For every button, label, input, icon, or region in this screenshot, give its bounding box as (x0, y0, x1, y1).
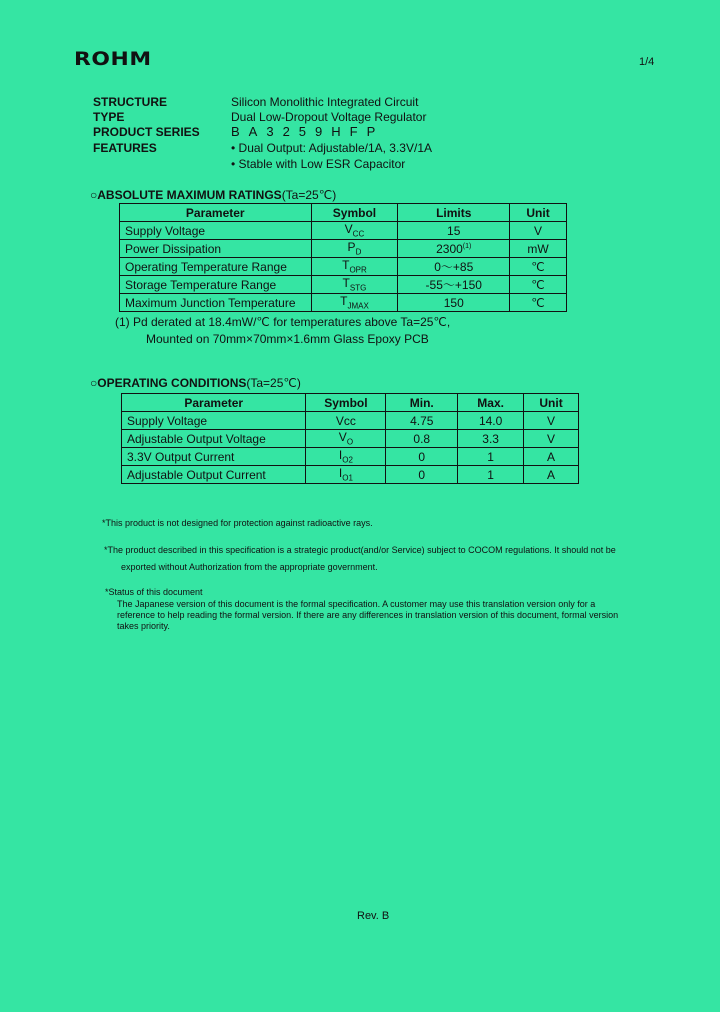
column-header: Max. (458, 394, 524, 412)
symbol-subscript: O2 (342, 455, 353, 465)
strategic-notice: *The product described in this specification is a strategic product(and/or Service) subject to COCOM regulations. It should not be (104, 545, 616, 555)
rohm-logo: ROHM (74, 48, 152, 70)
symbol-cell (306, 430, 386, 448)
parameter-cell: Power Dissipation (120, 240, 312, 258)
symbol-subscript: O (346, 437, 354, 447)
symbol-subscript: JMAX (347, 301, 369, 311)
table-row (122, 448, 579, 466)
symbol-cell (306, 412, 386, 430)
parameter-cell: Adjustable Output Voltage (122, 430, 306, 448)
symbol: V (338, 430, 347, 445)
symbol-cell (306, 448, 386, 466)
structure-value: Silicon Monolithic Integrated Circuit (231, 95, 419, 109)
feature-item: • Stable with Low ESR Capacitor (231, 157, 406, 171)
table-row (120, 258, 567, 276)
table-row (120, 222, 567, 240)
min-cell: 4.75 (386, 412, 458, 430)
symbol-cell (311, 240, 398, 258)
abs-max-note: (1) Pd derated at 18.4mW/℃ for temperatures above Ta=25℃, (115, 315, 451, 329)
strategic-notice-cont: exported without Authorization from the appropriate government. (121, 562, 378, 572)
limit-cell (398, 276, 510, 294)
symbol: I (338, 448, 343, 463)
status-text: takes priority. (117, 621, 170, 631)
op-cond-condition: (Ta=25℃) (246, 376, 301, 390)
unit-cell: mW (510, 240, 567, 258)
min-cell: 0.8 (386, 430, 458, 448)
table-row (122, 466, 579, 484)
symbol-cell (306, 466, 386, 484)
abs-max-condition: (Ta=25℃) (281, 188, 337, 202)
limit-cell (398, 222, 510, 240)
table-row (120, 276, 567, 294)
unit-cell: A (524, 448, 579, 466)
symbol: T (342, 276, 350, 291)
abs-max-title-text: ○ABSOLUTE MAXIMUM RATINGS (90, 188, 282, 202)
min-cell: 0 (386, 466, 458, 484)
parameter-cell: Adjustable Output Current (122, 466, 306, 484)
limit-value: 0～+85 (434, 260, 474, 274)
abs-max-note: Mounted on 70mm×70mm×1.6mm Glass Epoxy PCB (146, 332, 429, 346)
limit-value: -55～+150 (425, 278, 482, 292)
parameter-cell: Maximum Junction Temperature (120, 294, 312, 312)
unit-cell: V (510, 222, 567, 240)
table-row (120, 240, 567, 258)
series-label: PRODUCT SERIES (93, 125, 200, 139)
column-header: Symbol (311, 204, 398, 222)
symbol-cell (311, 222, 398, 240)
limit-value: 2300 (436, 241, 463, 256)
min-cell: 0 (386, 448, 458, 466)
table-row (120, 294, 567, 312)
symbol-cell (311, 258, 398, 276)
status-text: The Japanese version of this document is the formal specification. A customer may use this translation version only for a (117, 599, 596, 609)
max-cell: 1 (458, 466, 524, 484)
status-text: reference to help reading the formal version. If there are any differences in translation version of this document, formal version (117, 610, 619, 620)
unit-cell: ℃ (510, 258, 567, 276)
limit-value: 15 (447, 223, 461, 238)
revision: Rev. B (357, 910, 390, 922)
unit-cell: A (524, 466, 579, 484)
page-number: 1/4 (639, 56, 655, 68)
unit-cell: ℃ (510, 276, 567, 294)
symbol-cell (311, 294, 398, 312)
symbol-cell (311, 276, 398, 294)
unit-cell: ℃ (510, 294, 567, 312)
table-row (122, 430, 579, 448)
symbol: Vcc (335, 413, 356, 428)
max-cell: 3.3 (458, 430, 524, 448)
footnote-ref: (1) (462, 242, 472, 250)
limit-value: 150 (443, 295, 464, 310)
symbol: T (340, 294, 348, 309)
symbol-subscript: OPR (349, 265, 367, 275)
parameter-cell: Operating Temperature Range (120, 258, 312, 276)
op-cond-title (90, 376, 301, 390)
parameter-cell: Supply Voltage (122, 412, 306, 430)
table-header-row (122, 394, 579, 412)
unit-cell: V (524, 430, 579, 448)
unit-cell: V (524, 412, 579, 430)
op-cond-table (121, 393, 579, 484)
column-header: Min. (386, 394, 458, 412)
column-header: Symbol (306, 394, 386, 412)
op-cond-title-text: ○OPERATING CONDITIONS (90, 376, 247, 390)
symbol-subscript: D (355, 247, 362, 257)
parameter-cell: Supply Voltage (120, 222, 312, 240)
parameter-cell: Storage Temperature Range (120, 276, 312, 294)
column-header: Limits (398, 204, 510, 222)
limit-cell (398, 240, 510, 258)
status-title: *Status of this document (105, 587, 203, 597)
column-header: Unit (510, 204, 567, 222)
features-label: FEATURES (93, 141, 157, 155)
structure-label: STRUCTURE (93, 95, 167, 109)
limit-cell (398, 258, 510, 276)
table-header-row (120, 204, 567, 222)
symbol-subscript: CC (352, 229, 365, 239)
symbol: P (347, 240, 356, 255)
limit-cell (398, 294, 510, 312)
abs-max-title (90, 188, 336, 202)
parameter-cell: 3.3V Output Current (122, 448, 306, 466)
column-header: Parameter (122, 394, 306, 412)
series-value: BA3259HFP (231, 124, 385, 139)
max-cell: 14.0 (458, 412, 524, 430)
type-label: TYPE (93, 110, 125, 124)
symbol-subscript: STG (349, 283, 367, 293)
symbol: T (342, 258, 350, 273)
column-header: Parameter (120, 204, 312, 222)
column-header: Unit (524, 394, 579, 412)
table-row (122, 412, 579, 430)
symbol: V (344, 222, 353, 237)
abs-max-table (119, 203, 567, 312)
symbol-subscript: O1 (342, 473, 353, 483)
radiation-notice: *This product is not designed for protection against radioactive rays. (102, 518, 373, 528)
max-cell: 1 (458, 448, 524, 466)
type-value: Dual Low-Dropout Voltage Regulator (231, 110, 427, 124)
symbol: I (338, 466, 343, 481)
feature-item: • Dual Output: Adjustable/1A, 3.3V/1A (231, 141, 432, 155)
